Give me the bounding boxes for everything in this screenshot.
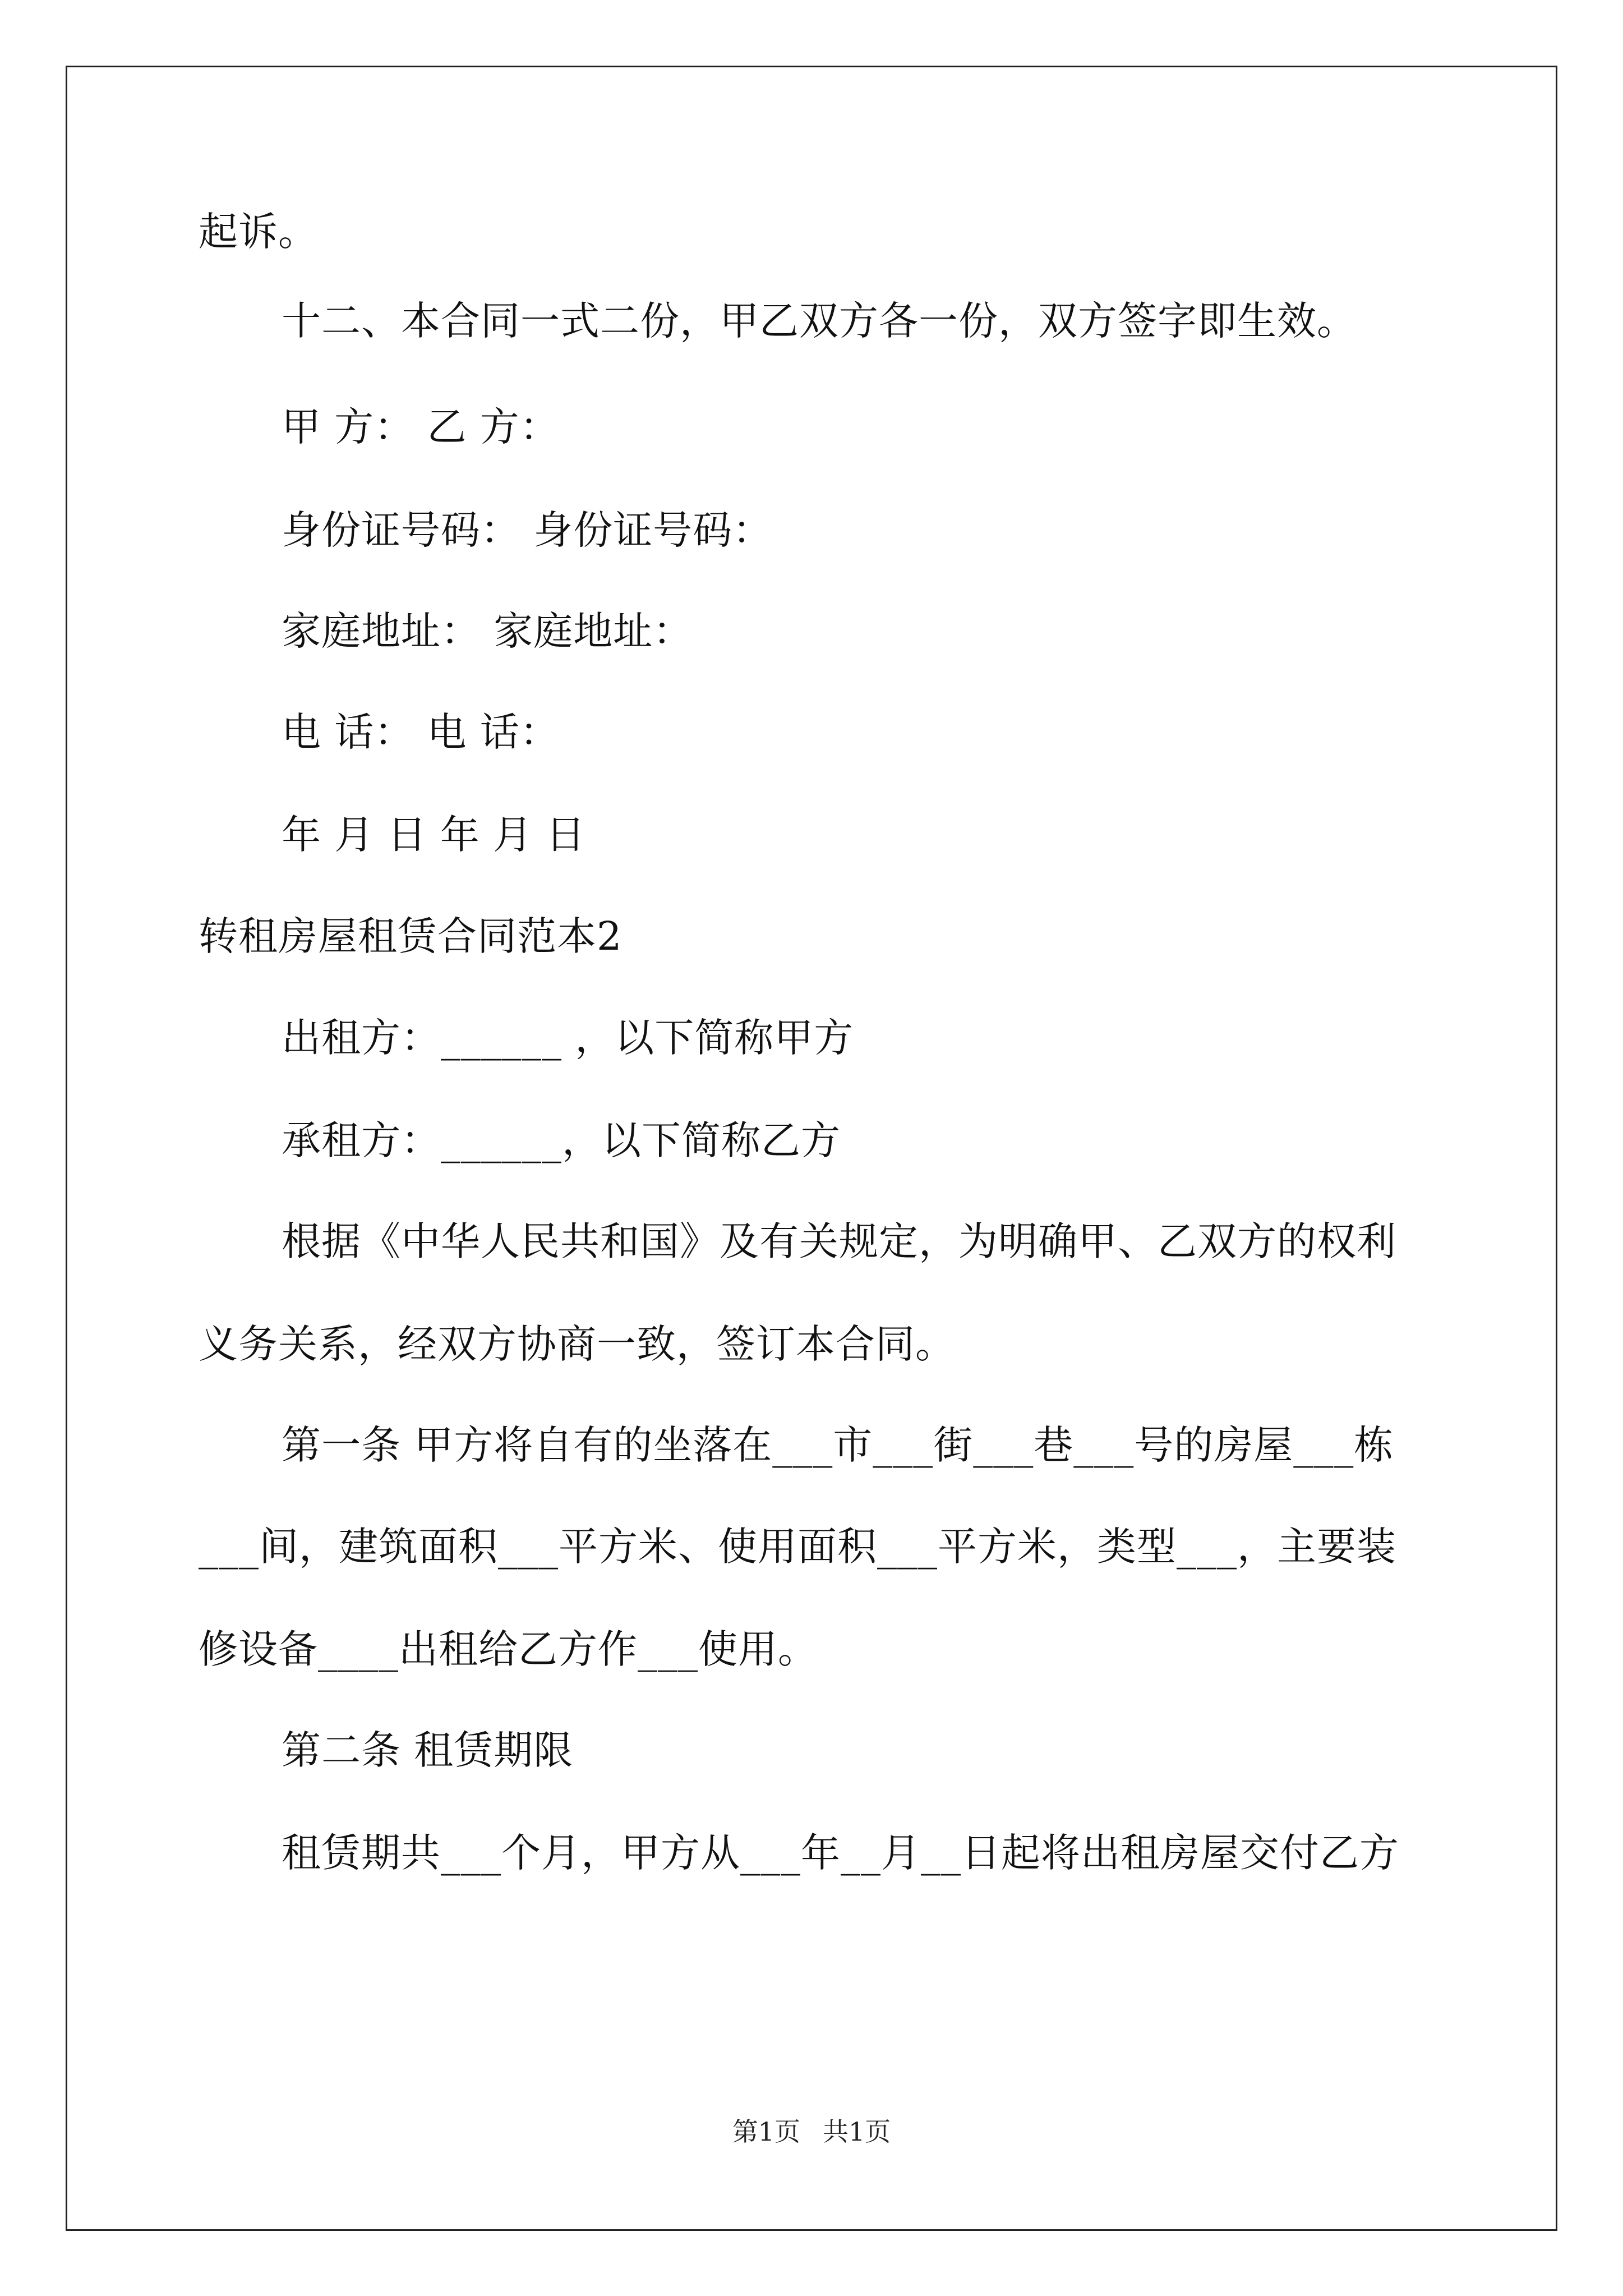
text-line-14: ___间，建筑面积___平方米、使用面积___平方米，类型___，主要装 (199, 1524, 1396, 1570)
text-line-12: 义务关系，经双方协商一致，签订本合同。 (199, 1321, 955, 1367)
section-title: 转租房屋租赁合同范本2 (199, 913, 623, 959)
text-line-9: 出租方：______ ，以下简称甲方 (282, 1015, 854, 1061)
text-line-16: 第二条 租赁期限 (282, 1727, 574, 1773)
text-line-11: 根据《中华人民共和国》及有关规定，为明确甲、乙双方的权利 (282, 1218, 1396, 1264)
text-line-3: 甲 方： 乙 方： (282, 404, 560, 450)
text-line-17: 租赁期共___个月，甲方从___年__月__日起将出租房屋交付乙方 (282, 1830, 1399, 1876)
text-line-4: 身份证号码： 身份证号码： (282, 507, 773, 553)
page-total: 共1页 (823, 2116, 891, 2147)
text-line-6: 电 话： 电 话： (282, 709, 560, 755)
text-line-5: 家庭地址： 家庭地址： (282, 608, 693, 654)
page-number: 第1页 (732, 2116, 800, 2147)
text-line-13: 第一条 甲方将自有的坐落在___市___街___巷___号的房屋___栋 (282, 1422, 1394, 1468)
page-footer (0, 2115, 1623, 2148)
text-line-2: 十二、本合同一式二份，甲乙双方各一份，双方签字即生效。 (282, 298, 1357, 344)
text-line-15: 修设备____出租给乙方作___使用。 (199, 1626, 818, 1672)
text-line-1: 起诉。 (199, 209, 318, 255)
text-line-10: 承租方：______，以下简称乙方 (282, 1117, 841, 1163)
text-line-7: 年 月 日 年 月 日 (282, 812, 586, 858)
